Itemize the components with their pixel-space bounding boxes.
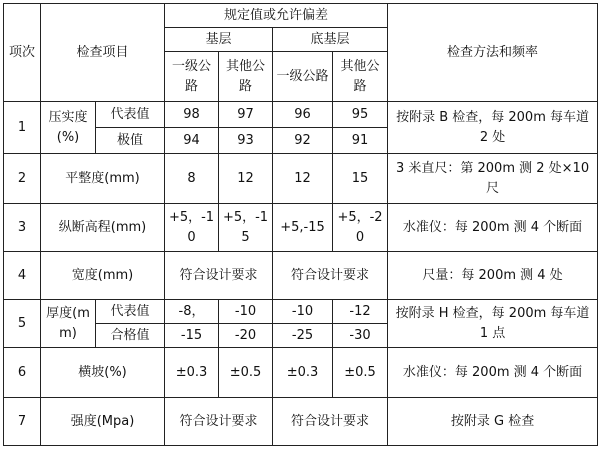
table-cell: 符合设计要求 [273,398,388,446]
table-cell: -25 [273,324,333,348]
row-subitem: 合格值 [96,324,165,348]
row-no: 5 [4,300,41,348]
table-cell: -15 [165,324,219,348]
table-cell: -12 [333,300,388,324]
row-subitem: 代表值 [96,300,165,324]
table-cell: +5，-15 [219,204,273,252]
row-no: 4 [4,252,41,300]
table-row [4,102,598,128]
table-cell: ±0.5 [219,348,273,398]
table-cell: -8， [165,300,219,324]
row-subitem: 代表值 [96,102,165,128]
table-row [4,204,598,252]
row-no: 2 [4,154,41,204]
table-cell: 97 [219,102,273,128]
row-no: 6 [4,348,41,398]
row-item: 横坡(%) [41,348,165,398]
header-base: 基层 [165,28,273,52]
row-no: 7 [4,398,41,446]
row-no: 3 [4,204,41,252]
table-cell: ±0.5 [333,348,388,398]
table-cell: -10 [273,300,333,324]
table-cell: 15 [333,154,388,204]
header-item: 检查项目 [41,4,165,102]
table-cell: 12 [273,154,333,204]
header-grade1: 一级公路 [273,52,333,102]
table-row [4,398,598,446]
table-cell: 95 [333,102,388,128]
row-item: 纵断高程(mm) [41,204,165,252]
row-item: 强度(Mpa) [41,398,165,446]
table-cell: 98 [165,102,219,128]
row-method: 水准仪：每 200m 测 4 个断面 [388,348,598,398]
table-row [4,252,598,300]
row-subitem: 极值 [96,128,165,154]
table-cell: +5,-15 [273,204,333,252]
header-other: 其他公路 [219,52,273,102]
table-cell: 12 [219,154,273,204]
row-item: 厚度(mm) [41,300,96,348]
row-item: 压实度(%) [41,102,96,154]
table-cell: ±0.3 [273,348,333,398]
table-cell: 94 [165,128,219,154]
table-cell: +5，-20 [333,204,388,252]
table-cell: ±0.3 [165,348,219,398]
row-method: 水准仪：每 200m 测 4 个断面 [388,204,598,252]
header-method: 检查方法和频率 [388,4,598,102]
table-row [4,154,598,204]
table-cell: 93 [219,128,273,154]
row-item: 宽度(mm) [41,252,165,300]
row-no: 1 [4,102,41,154]
table-cell: 92 [273,128,333,154]
table-cell: 符合设计要求 [165,398,273,446]
table-cell: 符合设计要求 [165,252,273,300]
inspection-standard-table [3,3,598,446]
header-spec: 规定值或允许偏差 [165,4,388,28]
table-cell: 8 [165,154,219,204]
table-cell: 符合设计要求 [273,252,388,300]
row-method: 按附录 B 检查，每 200m 每车道 2 处 [388,102,598,154]
header-subbase: 底基层 [273,28,388,52]
table-row [4,300,598,324]
header-item-no: 项次 [4,4,41,102]
row-method: 尺量：每 200m 测 4 处 [388,252,598,300]
header-row [4,4,598,28]
header-grade1: 一级公路 [165,52,219,102]
table-cell: +5，-10 [165,204,219,252]
header-other: 其他公路 [333,52,388,102]
table-cell: -30 [333,324,388,348]
table-cell: 96 [273,102,333,128]
table-cell: 91 [333,128,388,154]
table-row [4,348,598,398]
row-method: 按附录 G 检查 [388,398,598,446]
row-method: 按附录 H 检查，每 200m 每车道 1 点 [388,300,598,348]
row-method: 3 米直尺：第 200m 测 2 处×10 尺 [388,154,598,204]
table-cell: -10 [219,300,273,324]
table-cell: -20 [219,324,273,348]
row-item: 平整度(mm) [41,154,165,204]
